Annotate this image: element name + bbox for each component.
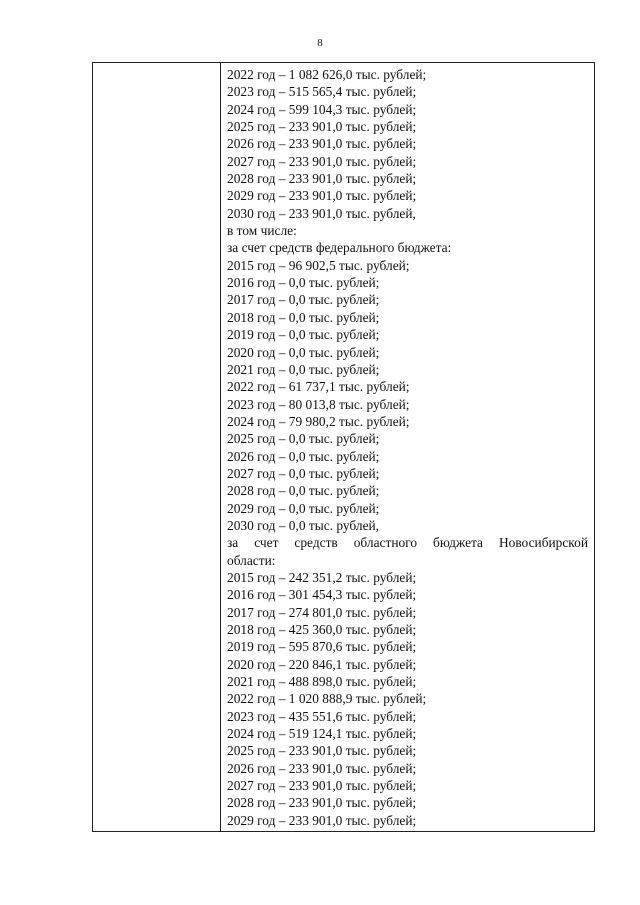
- funding-line: 2018 год – 425 360,0 тыс. рублей;: [227, 622, 417, 637]
- funding-line: 2030 год – 0,0 тыс. рублей,: [227, 517, 380, 533]
- funding-line: 2024 год – 79 980,2 тыс. рублей;: [227, 413, 410, 429]
- funding-lines-regional: [227, 569, 588, 829]
- funding-line: 2027 год – 233 901,0 тыс. рублей;: [227, 778, 417, 794]
- table-left-cell: [93, 63, 221, 831]
- funding-line: 2029 год – 233 901,0 тыс. рублей;: [227, 188, 417, 204]
- funding-line: 2028 год – 233 901,0 тыс. рублей;: [227, 795, 417, 811]
- regional-budget-heading-continuation: области:: [227, 552, 276, 568]
- funding-line: 2024 год – 519 124,1 тыс. рублей;: [227, 726, 417, 742]
- funding-line: 2025 год – 233 901,0 тыс. рублей;: [227, 743, 417, 759]
- funding-line: 2017 год – 274 801,0 тыс. рублей;: [227, 604, 417, 620]
- funding-line: 2026 год – 0,0 тыс. рублей;: [227, 448, 380, 464]
- funding-line: 2020 год – 0,0 тыс. рублей;: [227, 344, 380, 360]
- funding-line: 2023 год – 80 013,8 тыс. рублей;: [227, 396, 410, 412]
- funding-line: за счет средств федерального бюджета:: [227, 240, 452, 256]
- funding-line: 2025 год – 233 901,0 тыс. рублей;: [227, 119, 417, 135]
- funding-line: 2028 год – 233 901,0 тыс. рублей;: [227, 171, 417, 187]
- funding-line: 2022 год – 1 082 626,0 тыс. рублей;: [227, 67, 427, 82]
- funding-line: 2027 год – 233 901,0 тыс. рублей;: [227, 153, 417, 169]
- funding-line: 2027 год – 0,0 тыс. рублей;: [227, 465, 380, 481]
- funding-line: 2016 год – 301 454,3 тыс. рублей;: [227, 587, 417, 603]
- funding-line: 2029 год – 0,0 тыс. рублей;: [227, 500, 380, 516]
- funding-line: 2020 год – 220 846,1 тыс. рублей;: [227, 656, 417, 672]
- funding-line: 2024 год – 599 104,3 тыс. рублей;: [227, 101, 417, 117]
- funding-line: 2021 год – 488 898,0 тыс. рублей;: [227, 674, 417, 690]
- funding-line: 2019 год – 0,0 тыс. рублей;: [227, 327, 380, 343]
- regional-budget-heading: за счет средств областного бюджета Новосибирской: [227, 535, 588, 551]
- funding-line: 2022 год – 61 737,1 тыс. рублей;: [227, 379, 410, 395]
- funding-line: 2030 год – 233 901,0 тыс. рублей,: [227, 205, 416, 221]
- funding-line: 2026 год – 233 901,0 тыс. рублей;: [227, 760, 417, 776]
- funding-line: 2026 год – 233 901,0 тыс. рублей;: [227, 136, 417, 152]
- funding-line: 2015 год – 242 351,2 тыс. рублей;: [227, 569, 417, 585]
- funding-line: 2023 год – 515 565,4 тыс. рублей;: [227, 84, 417, 100]
- funding-table: [92, 62, 595, 832]
- funding-line: 2028 год – 0,0 тыс. рублей;: [227, 483, 380, 499]
- table-right-cell: [221, 63, 594, 831]
- funding-line: 2021 год – 0,0 тыс. рублей;: [227, 361, 380, 377]
- funding-line: 2022 год – 1 020 888,9 тыс. рублей;: [227, 691, 427, 707]
- funding-line: 2017 год – 0,0 тыс. рублей;: [227, 292, 380, 308]
- funding-line: 2018 год – 0,0 тыс. рублей;: [227, 309, 380, 325]
- page-number: 8: [317, 37, 323, 49]
- funding-line: 2025 год – 0,0 тыс. рублей;: [227, 431, 380, 447]
- funding-line: 2023 год – 435 551,6 тыс. рублей;: [227, 708, 417, 724]
- funding-line: 2029 год – 233 901,0 тыс. рублей;: [227, 812, 417, 828]
- funding-lines-total-and-federal: [227, 66, 588, 534]
- funding-line: 2016 год – 0,0 тыс. рублей;: [227, 275, 380, 291]
- funding-line: в том числе:: [227, 223, 297, 239]
- funding-line: 2019 год – 595 870,6 тыс. рублей;: [227, 639, 417, 655]
- funding-line: 2015 год – 96 902,5 тыс. рублей;: [227, 257, 410, 273]
